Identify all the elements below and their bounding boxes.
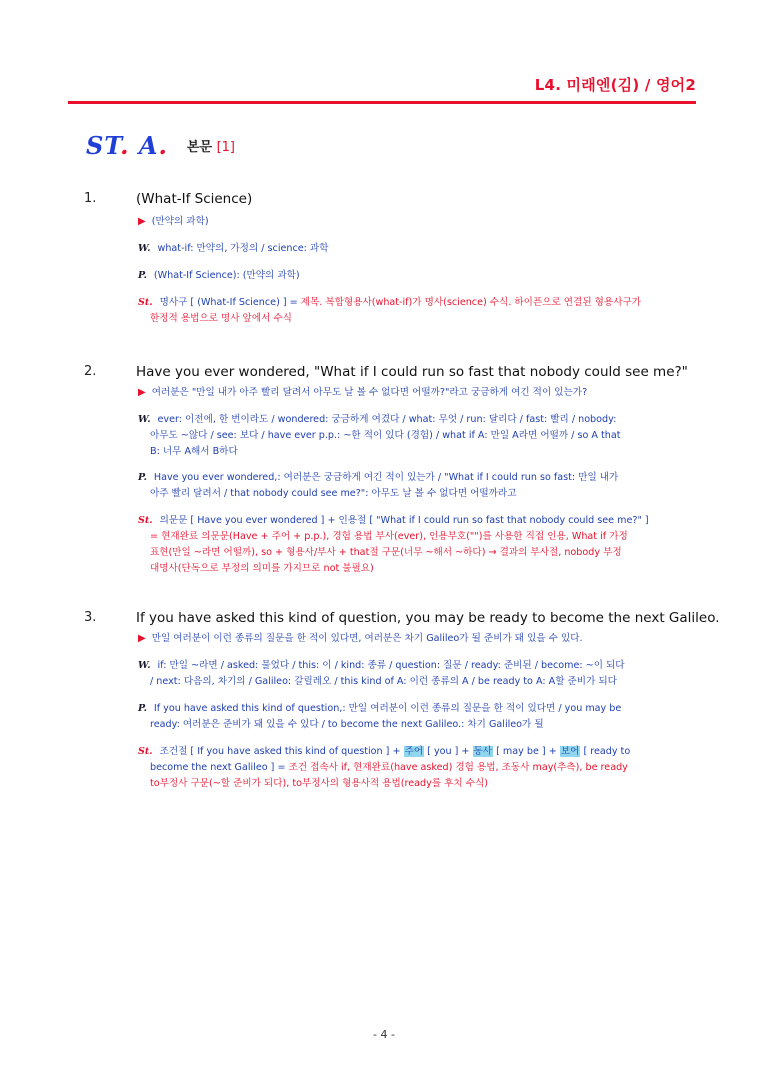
translation-line: ▶ 여러분은 "만일 내가 아주 빨리 달려서 아무도 날 볼 수 없다면 어떨까?"라고 궁금하게 여긴 적이 있는가? <box>138 387 588 398</box>
words-line: W. ever: 이전에, 한 번이라도 / wondered: 궁금하게 여겼다 / what: 무엇 / run: 달리다 / fast: 빨리 / nobody: 아무도 ~않다 / see: 보다 / have ever p.p.: ~한 적이 있다 (경험) / what if A: 만일 A라면 어떨까 / so A that B: 너무 A해서 B하다 <box>138 414 621 457</box>
translation-line: ▶ 만일 여러분이 이런 종류의 질문을 한 적이 있다면, 여러분은 차기 Galileo가 될 준비가 돼 있을 수 있다. <box>138 633 583 644</box>
translation-line: ▶ (만약의 과학) <box>138 216 209 227</box>
triangle-icon: ▶ <box>138 216 146 227</box>
header-publisher: 미래엔(김) <box>566 76 640 94</box>
section-heading <box>86 131 235 159</box>
item-number: 1. <box>84 191 97 206</box>
w-tag-icon: W. <box>138 660 151 671</box>
structure-line: St. 조건절 [ If you have asked this kind of question ] + 주어 [ you ] + 동사 [ may be ] + 보어 [ ready to become the next Galileo ] = 조건 접속사 if, 현재완료(have asked) 경험 용법, 조동사 may(추측), be ready to부정사 구문(~할 준비가 되다), to부정사의 형용사적 용법(ready를 후치 수식) <box>138 746 631 789</box>
item-number: 2. <box>84 364 97 379</box>
structure-line: St. 의문문 [ Have you ever wondered ] + 인용절 [ "What if I could run so fast that nobody could see me?" ] = 현재완료 의문문(Have + 주어 + p.p.), 경험 용법 부사(ever), 인용부호("")를 사용한 직접 인용, What if 가정 표현(만일 ~라면 어떨까), so + 형용사/부사 + that절 구문(너무 ~해서 ~하다) → 결과의 부사절, nobody 부정 대명사(단독으로 부정의 의미를 가지므로 not 불필요) <box>138 515 649 574</box>
phrase-line: P. (What-If Science): (만약의 과학) <box>138 270 300 281</box>
page-header <box>68 70 696 104</box>
header-title: L4. 미래엔(김) / 영어2 <box>534 76 696 94</box>
st-tag-icon: St. <box>138 746 153 757</box>
st-tag-icon: St. <box>138 515 153 526</box>
words-line: W. what-if: 만약의, 가정의 / science: 과학 <box>138 243 329 254</box>
header-rule <box>68 101 696 104</box>
item-sentence: (What-If Science) <box>136 191 253 207</box>
phrase-line: P. If you have asked this kind of question,: 만일 여러분이 이런 종류의 질문을 한 적이 있다면 / you may be ready: 여러분은 준비가 돼 있을 수 있다 / to become the next Galileo.: 차기 Galileo가 될 <box>138 703 622 730</box>
item-number: 3. <box>84 610 97 625</box>
triangle-icon: ▶ <box>138 633 146 644</box>
w-tag-icon: W. <box>138 243 151 254</box>
item-sentence: If you have asked this kind of question, you may be ready to become the next Galileo. <box>136 610 720 626</box>
section-label: ST. A. <box>86 131 168 160</box>
section-title: 본문 [1] <box>186 140 235 155</box>
p-tag-icon: P. <box>138 472 147 483</box>
header-subject: 영어2 <box>655 76 696 94</box>
item-sentence: Have you ever wondered, "What if I could run so fast that nobody could see me?" <box>136 364 688 380</box>
triangle-icon: ▶ <box>138 387 146 398</box>
page-number: - 4 - <box>373 1028 395 1041</box>
st-tag-icon: St. <box>138 297 153 308</box>
w-tag-icon: W. <box>138 414 151 425</box>
header-lesson: L4. <box>534 76 562 94</box>
structure-line: St. 명사구 [ (What-If Science) ] = 제목. 복합형용사(what-if)가 명사(science) 수식. 하이픈으로 연결된 형용사구가 한정적 용법으로 명사 앞에서 수식 <box>138 297 641 324</box>
phrase-line: P. Have you ever wondered,: 여러분은 궁금하게 여긴 적이 있는가 / "What if I could run so fast: 만일 내가 아주 빨리 달려서 / that nobody could see me?": 아무도 날 볼 수 없다면 어떨까라고 <box>138 472 619 499</box>
words-line: W. if: 만일 ~라면 / asked: 물었다 / this: 이 / kind: 종류 / question: 질문 / ready: 준비된 / become: ~이 되다 / next: 다음의, 차기의 / Galileo: 갈릴레오 / this kind of A: 이런 종류의 A / be ready to A: A할 준비가 되다 <box>138 660 625 687</box>
p-tag-icon: P. <box>138 270 147 281</box>
p-tag-icon: P. <box>138 703 147 714</box>
